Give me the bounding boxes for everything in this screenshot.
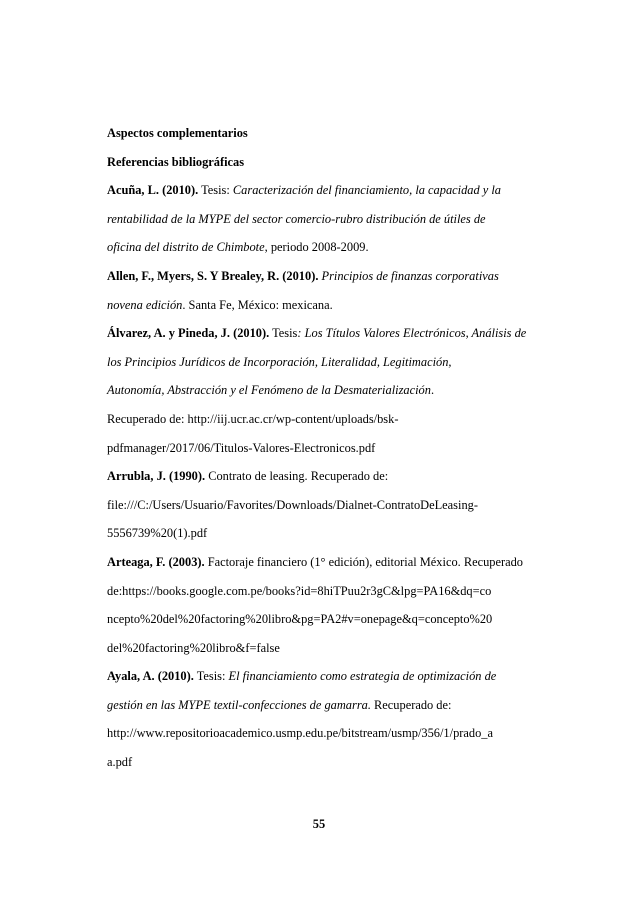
reference-line bbox=[107, 548, 547, 577]
reference-title-text: los Principios Jurídicos de Incorporación, Literalidad, Legitimación, bbox=[107, 354, 452, 369]
reference-author: Arrubla, J. (1990). bbox=[107, 469, 206, 484]
reference-author: Álvarez, A. y Pineda, J. (2010). bbox=[107, 326, 270, 341]
reference-line bbox=[107, 462, 547, 491]
reference-line bbox=[107, 291, 547, 320]
reference-text: a.pdf bbox=[107, 755, 133, 770]
reference-title-text: gestión en las MYPE textil-confecciones de gamarra. bbox=[107, 697, 371, 712]
reference-line bbox=[107, 176, 547, 205]
reference-line bbox=[107, 719, 547, 748]
reference-text: Factoraje financiero (1° edición), editorial México. Recuperado bbox=[204, 554, 524, 569]
reference-line bbox=[107, 319, 547, 348]
page-content bbox=[107, 119, 547, 777]
reference-text: , periodo 2008-2009. bbox=[264, 240, 369, 255]
reference-title-text: : Los Títulos Valores Electrónicos, Análisis de bbox=[297, 326, 527, 341]
reference-line bbox=[107, 748, 547, 777]
reference-text: Contrato de leasing. Recuperado de: bbox=[205, 469, 389, 484]
reference-entry bbox=[107, 176, 547, 262]
reference-line bbox=[107, 233, 547, 262]
page-number: 55 bbox=[312, 817, 326, 831]
reference-text: del%20factoring%20libro&f=false bbox=[107, 640, 280, 655]
reference-author: Acuña, L. (2010). bbox=[107, 183, 199, 198]
reference-text: . Santa Fe, México: mexicana. bbox=[182, 297, 333, 312]
reference-title-text: Autonomía, Abstracción y el Fenómeno de la Desmaterialización bbox=[107, 383, 431, 398]
reference-line bbox=[107, 376, 547, 405]
reference-line bbox=[107, 662, 547, 691]
reference-text: Recuperado de: bbox=[370, 697, 452, 712]
reference-line bbox=[107, 605, 547, 634]
reference-line bbox=[107, 348, 547, 377]
reference-title-text: novena edición bbox=[107, 297, 183, 312]
reference-entry bbox=[107, 262, 547, 319]
reference-line bbox=[107, 434, 547, 463]
reference-text: http://www.repositorioacademico.usmp.edu.pe/bitstream/usmp/356/1/prado_a bbox=[107, 726, 493, 741]
reference-text: Recuperado de: http://iij.ucr.ac.cr/wp-content/uploads/bsk- bbox=[107, 411, 399, 426]
reference-text: . bbox=[430, 383, 435, 398]
reference-text: Tesis bbox=[269, 326, 298, 341]
reference-title-text: Principios de finanzas corporativas bbox=[321, 268, 499, 283]
reference-list bbox=[107, 176, 547, 776]
reference-text: Tesis: bbox=[198, 183, 233, 198]
reference-text: de:https://books.google.com.pe/books?id=8hiTPuu2r3gC&lpg=PA16&dq=co bbox=[107, 583, 492, 598]
reference-text: ncepto%20del%20factoring%20libro&pg=PA2#v=onepage&q=concepto%20 bbox=[107, 612, 493, 627]
reference-text: pdfmanager/2017/06/Titulos-Valores-Electronicos.pdf bbox=[107, 440, 376, 455]
reference-line bbox=[107, 577, 547, 606]
reference-author: Ayala, A. (2010). bbox=[107, 669, 194, 684]
subsection-heading: Referencias bibliográficas bbox=[107, 154, 245, 169]
section-heading: Aspectos complementarios bbox=[107, 126, 248, 140]
reference-author: Allen, F., Myers, S. Y Brealey, R. (2010). bbox=[107, 268, 319, 283]
reference-author: Arteaga, F. (2003). bbox=[107, 554, 205, 569]
reference-line bbox=[107, 691, 547, 720]
reference-entry bbox=[107, 462, 547, 548]
reference-text: file:///C:/Users/Usuario/Favorites/Downloads/Dialnet-ContratoDeLeasing- bbox=[107, 497, 478, 512]
reference-title-text: El financiamiento como estrategia de optimización de bbox=[228, 669, 497, 684]
reference-line bbox=[107, 205, 547, 234]
reference-line bbox=[107, 405, 547, 434]
reference-line bbox=[107, 519, 547, 548]
reference-entry bbox=[107, 319, 547, 462]
reference-entry bbox=[107, 662, 547, 776]
reference-text: Tesis: bbox=[193, 669, 229, 684]
reference-line bbox=[107, 634, 547, 663]
reference-title-text: Caracterización del financiamiento, la capacidad y la bbox=[232, 183, 501, 198]
reference-title-text: oficina del distrito de Chimbote bbox=[107, 240, 265, 255]
reference-line bbox=[107, 491, 547, 520]
reference-title-text: rentabilidad de la MYPE del sector comercio-rubro distribución de útiles de bbox=[107, 211, 486, 226]
reference-text: 5556739%20(1).pdf bbox=[107, 526, 208, 541]
reference-line bbox=[107, 262, 547, 291]
reference-entry bbox=[107, 548, 547, 662]
